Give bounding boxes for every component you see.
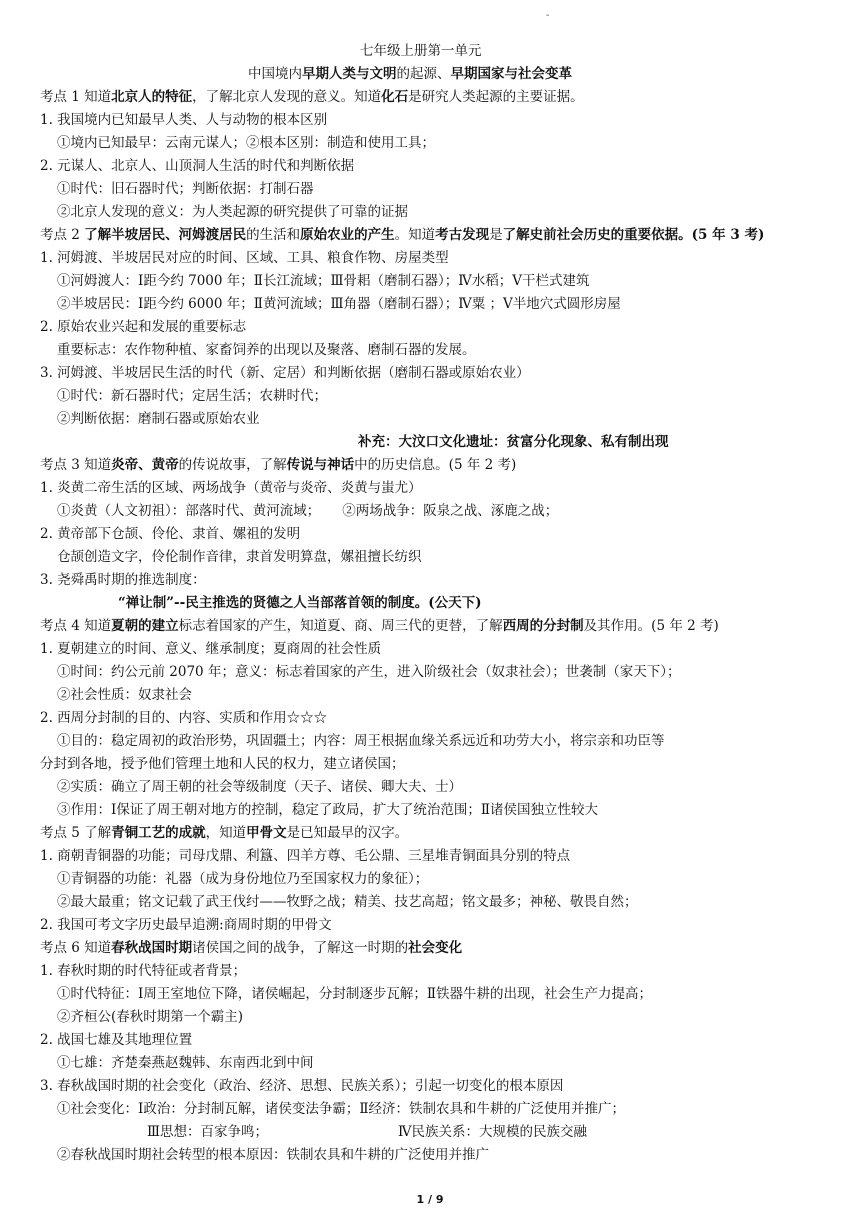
heading-text: 诸侯国之间的战争，了解这一时期的 <box>192 940 409 956</box>
heading-text: 考点 3 知道 <box>40 457 112 473</box>
heading-text: 考点 1 知道 <box>40 89 112 105</box>
text-line: ①河姆渡人：Ⅰ距今约 7000 年；Ⅱ长江流域；Ⅲ骨耜（磨制石器）；Ⅳ水稻；Ⅴ干栏式建筑 <box>57 273 590 289</box>
text-line: ②最大最重；铭文记载了武王伐纣——牧野之战；精美、技艺高超；铭文最多；神秘、敬畏自然； <box>57 894 638 910</box>
text-line <box>40 500 830 523</box>
text-line: 1. 河姆渡、半坡居民对应的时间、区域、工具、粮食作物、房屋类型 <box>40 250 449 266</box>
text-line: 1. 我国境内已知最早人类、人与动物的根本区别 <box>40 112 328 128</box>
document-body <box>40 40 830 1167</box>
text-line: 仓颉创造文字，伶伦制作音律，隶首发明算盘，嫘祖擅长纺织 <box>57 549 422 565</box>
kaodian-4-heading <box>40 615 830 638</box>
text-line: 3. 河姆渡、半坡居民生活的时代（新、定居）和判断依据（磨制石器或原始农业） <box>40 365 530 381</box>
text-line: ①时代特征：Ⅰ周王室地位下降，诸侯崛起，分封制逐步瓦解；Ⅱ铁器牛耕的出现，社会生产力提高； <box>57 986 653 1002</box>
text-line <box>40 1121 830 1144</box>
heading-text: ，了解北京人发现的意义。知道 <box>192 89 382 105</box>
kaodian-6-heading <box>40 937 830 960</box>
text-line: ①时代：新石器时代；定居生活；农耕时代； <box>57 388 327 404</box>
text-line: ①目的：稳定周初的政治形势，巩固疆土；内容：周王根据血缘关系远近和功劳大小，将宗亲和功臣等 <box>57 733 665 749</box>
heading-bold: 西周的分封制 <box>502 618 584 634</box>
text-line: ②春秋战国时期社会转型的根本原因：铁制农具和牛耕的广泛使用并推广 <box>57 1147 489 1163</box>
heading-bold: 传说与神话 <box>286 457 355 473</box>
header-mark: - <box>546 10 550 21</box>
heading-text: 的传说故事，了解 <box>178 457 287 473</box>
subtitle-bold: 早期人类与文明 <box>302 66 397 82</box>
text-line: ②实质：确立了周王朝的社会等级制度（天子、诸侯、卿大夫、士） <box>57 779 462 795</box>
kaodian-1-heading <box>40 86 830 109</box>
heading-bold: 考古发现 <box>435 227 490 243</box>
text-line: 1. 夏朝建立的时间、意义、继承制度；夏商周的社会性质 <box>40 641 382 657</box>
heading-bold: 甲骨文 <box>246 825 287 841</box>
text-segment: Ⅲ思想：百家争鸣； <box>147 1124 269 1140</box>
text-line: 2. 元谋人、北京人、山顶洞人生活的时代和判断依据 <box>40 158 355 174</box>
text-segment: Ⅳ民族关系：大规模的民族交融 <box>398 1124 588 1140</box>
text-line: ③作用：Ⅰ保证了周王朝对地方的控制，稳定了政局，扩大了统治范围；Ⅱ诸侯国独立性较大 <box>57 802 599 818</box>
heading-text: 中的历史信息。(5 年 2 考) <box>354 457 517 473</box>
supplement-text: 补充：大汶口文化遗址：贫富分化现象、私有制出现 <box>358 434 669 450</box>
text-line: 3. 春秋战国时期的社会变化（政治、经济、思想、民族关系）；引起一切变化的根本原因 <box>40 1078 564 1094</box>
subtitle-text: 的起源、 <box>396 66 451 82</box>
text-line: ②判断依据：磨制石器或原始农业 <box>57 411 260 427</box>
kaodian-3-heading <box>40 454 830 477</box>
text-line: 2. 黄帝部下仓颉、伶伦、隶首、嫘祖的发明 <box>40 526 301 542</box>
heading-bold: 青铜工艺的成就 <box>111 825 206 841</box>
heading-bold: 北京人的特征 <box>111 89 193 105</box>
text-line: 1. 炎黄二帝生活的区域、两场战争（黄帝与炎帝、炎黄与蚩尤） <box>40 480 422 496</box>
heading-text: 考点 2 <box>40 227 85 243</box>
text-segment: ②两场战争：阪泉之战、涿鹿之战； <box>342 503 559 519</box>
text-segment: ①炎黄（人文初祖）：部落时代、黄河流域； <box>57 503 321 519</box>
heading-bold: 了解半坡居民、河姆渡居民 <box>84 227 247 243</box>
text-line: ①青铜器的功能：礼器（成为身份地位乃至国家权力的象征）； <box>57 871 429 887</box>
kaodian-5-heading <box>40 822 830 845</box>
subtitle-text: 中国境内 <box>248 66 302 82</box>
text-line: 重要标志：农作物种植、家畜饲养的出现以及聚落、磨制石器的发展。 <box>57 342 476 358</box>
heading-bold: 社会变化 <box>408 940 463 956</box>
page-subtitle <box>40 63 830 86</box>
text-line: ②北京人发现的意义：为人类起源的研究提供了可靠的证据 <box>57 204 408 220</box>
page-number: 1 / 9 <box>416 1193 444 1206</box>
text-line: 1. 春秋时期的时代特征或者背景； <box>40 963 247 979</box>
heading-text: 是 <box>489 227 503 243</box>
heading-bold: 了解史前社会历史的重要依据。(5 年 3 考) <box>502 227 765 243</box>
shanrang-note <box>40 592 830 615</box>
text-line: ①境内已知最早：云南元谋人；②根本区别：制造和使用工具； <box>57 135 435 151</box>
heading-bold: 春秋战国时期 <box>111 940 193 956</box>
text-line: 2. 原始农业兴起和发展的重要标志 <box>40 319 247 335</box>
text-line: ①七雄：齐楚秦燕赵魏韩、东南西北到中间 <box>57 1055 314 1071</box>
text-line: ①时代：旧石器时代；判断依据：打制石器 <box>57 181 314 197</box>
text-line: 分封到各地，授予他们管理土地和人民的权力，建立诸侯国； <box>40 756 405 772</box>
heading-bold: 化石 <box>381 89 409 105</box>
heading-text: 考点 5 了解 <box>40 825 112 841</box>
text-line: 2. 西周分封制的目的、内容、实质和作用☆☆☆ <box>40 710 328 726</box>
heading-text: 考点 6 知道 <box>40 940 112 956</box>
heading-text: ，知道 <box>205 825 247 841</box>
subtitle-bold: 早期国家与社会变革 <box>450 66 572 82</box>
shanrang-text: “禅让制”--民主推选的贤德之人当部落首领的制度。(公天下) <box>118 595 482 611</box>
supplement-note <box>40 431 830 454</box>
text-line: 3. 尧舜禹时期的推选制度： <box>40 572 206 588</box>
heading-bold: 夏朝的建立 <box>111 618 179 634</box>
heading-text: 是已知最早的汉字。 <box>286 825 409 841</box>
text-line: ①时间：约公元前 2070 年；意义：标志着国家的产生，进入阶级社会（奴隶社会）；世袭制（家天下）； <box>57 664 681 680</box>
heading-text: 考点 4 知道 <box>40 618 112 634</box>
text-line: ②社会性质：奴隶社会 <box>57 687 192 703</box>
text-line: ②半坡居民：Ⅰ距今约 6000 年；Ⅱ黄河流域；Ⅲ角器（磨制石器）；Ⅳ粟 ；Ⅴ半地穴式圆形房屋 <box>57 296 621 312</box>
text-line: 2. 我国可考文字历史最早追溯:商周时期的甲骨文 <box>40 917 332 933</box>
page-title: 七年级上册第一单元 <box>360 43 482 59</box>
text-line: ②齐桓公(春秋时期第一个霸主) <box>57 1009 244 1025</box>
heading-bold: 原始农业的产生 <box>300 227 395 243</box>
text-line: ①社会变化：Ⅰ政治：分封制瓦解，诸侯变法争霸；Ⅱ经济：铁制农具和牛耕的广泛使用并推广； <box>57 1101 626 1117</box>
heading-text: 。知道 <box>394 227 436 243</box>
heading-text: 的生活和 <box>246 227 301 243</box>
text-line: 2. 战国七雄及其地理位置 <box>40 1032 193 1048</box>
heading-text: 及其作用。(5 年 2 考) <box>583 618 719 634</box>
heading-text: 标志着国家的产生，知道夏、商、周三代的更替，了解 <box>178 618 503 634</box>
text-line: 1. 商朝青铜器的功能；司母戊鼎、利簋、四羊方尊、毛公鼎、三星堆青铜面具分别的特点 <box>40 848 571 864</box>
heading-text: 是研究人类起源的主要证据。 <box>408 89 584 105</box>
heading-bold: 炎帝、黄帝 <box>111 457 179 473</box>
kaodian-2-heading <box>40 224 830 247</box>
